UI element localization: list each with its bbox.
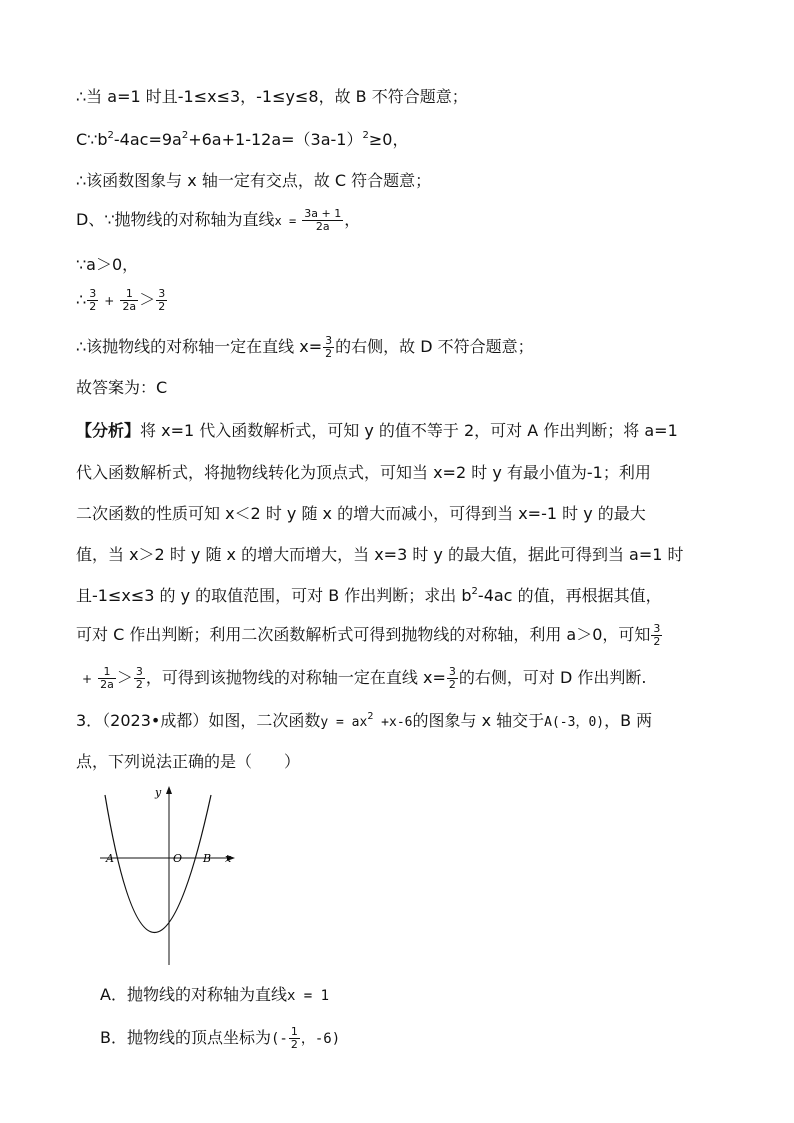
solution-line-1: ∴当 a=1 时且-1≤x≤3，-1≤y≤8，故 B 不符合题意；: [76, 87, 468, 106]
analysis-line-7: [76, 666, 646, 691]
question-func: y = ax: [320, 715, 368, 730]
frac-den: 2: [158, 300, 166, 313]
line6-pre: ∴: [76, 290, 87, 309]
y-axis-label: y: [155, 786, 162, 799]
line2-end: ≥0，: [368, 130, 409, 149]
frac-num: 3: [325, 334, 333, 347]
option-a-text: A．抛物线的对称轴为直线: [100, 985, 287, 1004]
line6-frac1: [87, 288, 98, 313]
frac-num: 3: [89, 287, 97, 300]
option-b-close: ，-6): [300, 1031, 341, 1047]
frac-den: 2a: [122, 300, 137, 313]
line2-post: +6a+1-12a=（3a-1）: [188, 130, 363, 149]
question-mid: 的图象与 x 轴交于: [412, 711, 545, 730]
question-func2: +x-6: [373, 715, 413, 730]
frac-num: 3: [135, 665, 143, 678]
point-a-label: A: [106, 852, 114, 865]
option-b-open: (-: [270, 1031, 288, 1047]
line4-x: x =: [274, 214, 297, 228]
line6-plus: +: [104, 294, 115, 308]
parabola-curve: [105, 795, 211, 933]
question-point-a: A(-3，0): [544, 715, 605, 730]
analysis-l7-gt: ＞: [116, 668, 133, 687]
option-a: [100, 984, 329, 1007]
analysis-line-1: [76, 420, 678, 442]
analysis-l5-pre: 且-1≤x≤3 的 y 的取值范围，可对 B 作出判断；求出 b: [76, 586, 472, 605]
frac-den: 2: [135, 678, 143, 691]
line7-end: 的右侧，故 D 不符合题意；: [335, 337, 534, 356]
analysis-l7-frac3: [447, 666, 458, 691]
solution-line-5: ∵a＞0，: [76, 255, 139, 274]
option-b-text: B．抛物线的顶点坐标为: [100, 1028, 271, 1047]
frac-num: 3: [448, 665, 456, 678]
line2-pre: C∵b: [76, 130, 108, 149]
analysis-l5-sup: 2: [471, 586, 478, 597]
point-b-label: B: [203, 852, 212, 865]
option-b: [100, 1026, 340, 1051]
frac-den: 2a: [100, 678, 114, 691]
analysis-line-2: 代入函数解析式，将抛物线转化为顶点式，可知当 x=2 时 y 有最小值为-1；利用: [76, 463, 651, 482]
y-axis-arrow-icon: [166, 786, 172, 794]
solution-line-4: [76, 208, 360, 233]
solution-line-7: [76, 335, 534, 360]
question-func-sup: 2: [367, 711, 374, 722]
line4-fraction: [302, 208, 343, 233]
frac-den: 2: [89, 300, 97, 313]
analysis-l7-end: 的右侧，可对 D 作出判断.: [458, 668, 647, 687]
line6-frac3: [156, 288, 167, 313]
line7-frac: [323, 335, 334, 360]
analysis-l7-mid: ，可得到该抛物线的对称轴一定在直线 x=: [145, 668, 446, 687]
analysis-label: 【分析】: [76, 421, 141, 440]
solution-line-3: ∴该函数图象与 x 轴一定有交点，故 C 符合题意；: [76, 171, 432, 190]
origin-label: O: [173, 852, 183, 865]
frac-den: 2: [653, 635, 661, 648]
frac-num: 3: [653, 622, 661, 635]
analysis-l6-pre: 可对 C 作出判断；利用二次函数解析式可得到抛物线的对称轴，利用 a＞0，可知: [76, 625, 651, 644]
frac-den: 2: [325, 347, 333, 360]
line2-sup3: 2: [362, 130, 369, 141]
question-line-2: 点，下列说法正确的是（ ）: [76, 752, 301, 771]
parabola-figure: [95, 780, 245, 970]
analysis-l6-frac: [651, 623, 662, 648]
analysis-l1: 将 x=1 代入函数解析式，可知 y 的值不等于 2，可对 A 作出判断；将 a=1: [140, 421, 678, 440]
analysis-l5-post: -4ac 的值，再根据其值，: [477, 586, 662, 605]
x-axis-label: x: [225, 852, 232, 865]
question-line-1: [76, 710, 652, 735]
analysis-line-5: [76, 585, 662, 610]
frac-den: 2: [290, 1038, 298, 1051]
solution-line-6: [76, 288, 168, 313]
frac-num: 1: [98, 666, 116, 679]
question-end: ，B 两: [604, 711, 653, 730]
option-b-frac: [289, 1026, 300, 1051]
analysis-l7-plus: +: [82, 672, 93, 686]
line6-gt: ＞: [139, 290, 156, 309]
solution-line-2: [76, 129, 408, 154]
line7-pre: ∴该抛物线的对称轴一定在直线 x=: [76, 337, 323, 356]
frac-num: 1: [290, 1025, 298, 1038]
question-pre: 3．（2023•成都）如图，二次函数: [76, 711, 321, 730]
frac-den: 2: [448, 678, 456, 691]
answer-line: 故答案为：C: [76, 378, 168, 397]
analysis-line-3: 二次函数的性质可知 x＜2 时 y 随 x 的增大而减小，可得到当 x=-1 时 y 的最大: [76, 504, 646, 523]
analysis-l7-frac1: [98, 666, 116, 691]
line2-mid: -4ac=9a: [113, 130, 182, 149]
analysis-line-4: 值，当 x＞2 时 y 随 x 的增大而增大，当 x=3 时 y 的最大值，据此可得到当 a=1 时: [76, 545, 684, 564]
frac-num: 1: [120, 288, 138, 301]
line4-pre: D、∵抛物线的对称轴为直线: [76, 210, 275, 229]
line4-end: ，: [344, 210, 361, 229]
option-a-math: x = 1: [286, 988, 330, 1004]
line2-sup1: 2: [107, 130, 114, 141]
analysis-l7-frac2: [134, 666, 145, 691]
line4-den: 2a: [315, 220, 330, 233]
line4-num: 3a + 1: [304, 207, 342, 220]
line6-frac2: [120, 288, 138, 313]
line2-sup2: 2: [181, 130, 189, 141]
analysis-line-6: [76, 623, 663, 648]
frac-num: 3: [158, 287, 166, 300]
